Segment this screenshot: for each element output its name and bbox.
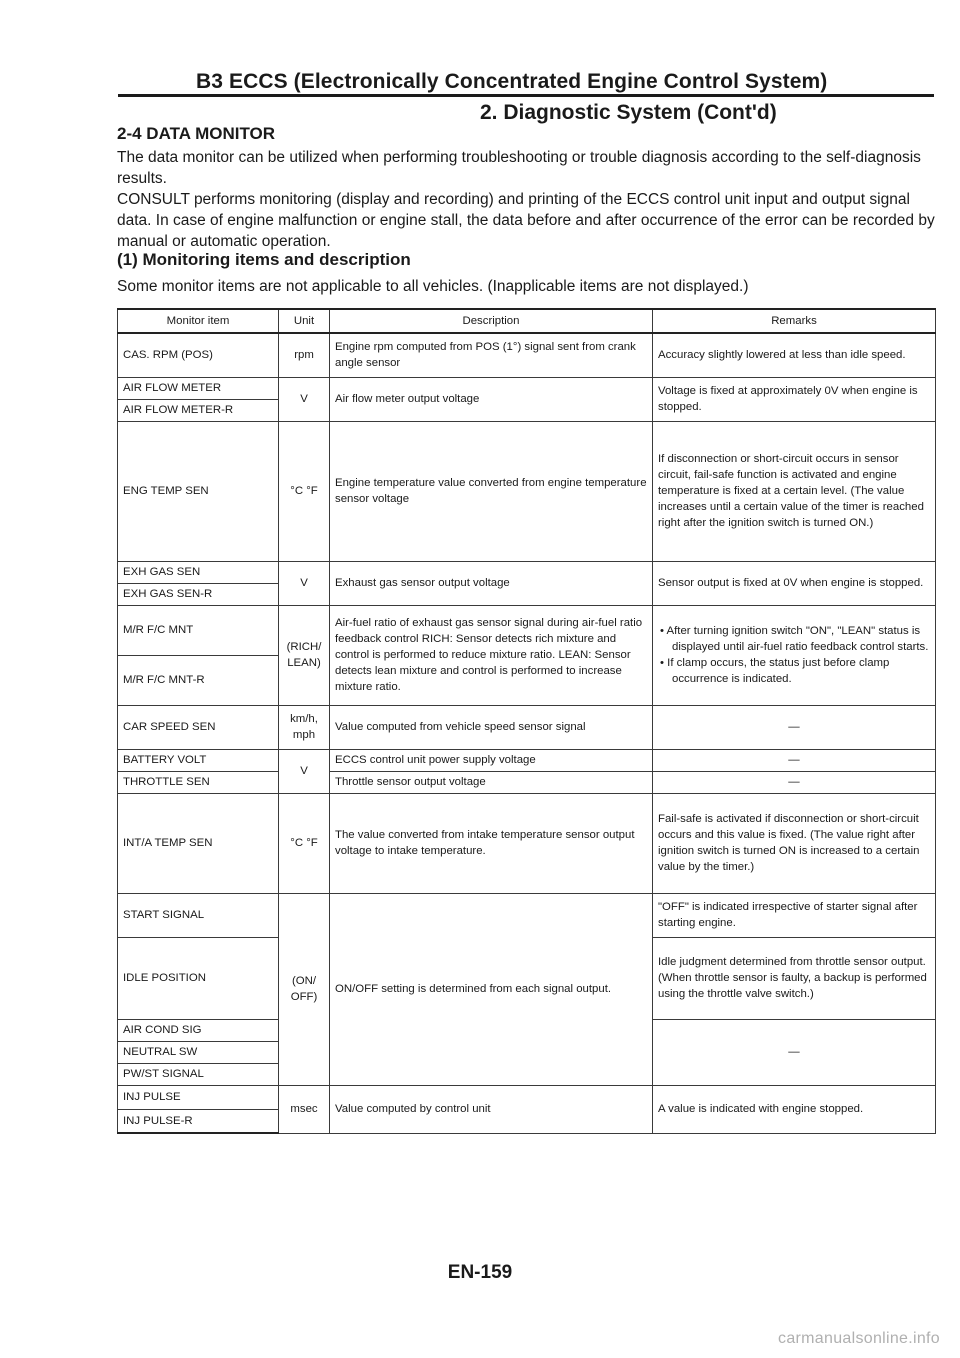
remarks-cell: — [653,749,936,771]
page-number: EN-159 [447,1262,513,1283]
monitor-item: INJ PULSE [118,1085,279,1109]
table-row [118,705,936,749]
watermark: carmanualsonline.info [778,1330,940,1347]
description-cell: Air-fuel ratio of exhaust gas sensor signal during air-fuel ratio feedback control RICH: Sensor detects rich mixture and control is performed to reduce mixture ratio. LEAN: Sensor detects lean mixture and control is performed to increase mixture ratio. [330,605,653,705]
description-cell: Air flow meter output voltage [330,377,653,421]
header-monitor-item: Monitor item [118,309,279,333]
remarks-cell: Idle judgment determined from throttle sensor output. (When throttle sensor is faulty, a backup is performed using the throttle valve switch.) [653,937,936,1019]
unit-cell: °C °F [279,421,330,561]
monitor-item: AIR FLOW METER-R [118,399,279,421]
monitor-items-table [117,308,936,1134]
unit-cell: V [279,377,330,421]
table-row [118,561,936,583]
unit-cell: V [279,561,330,605]
unit-cell: °C °F [279,793,330,893]
table-row [118,605,936,655]
table-header-row [118,309,936,333]
table-row [118,333,936,377]
monitor-item: PW/ST SIGNAL [118,1063,279,1085]
monitor-item: INJ PULSE-R [118,1109,279,1133]
header-divider [118,94,934,97]
monitor-item: CAR SPEED SEN [118,705,279,749]
description-cell: Engine rpm computed from POS (1°) signal sent from crank angle sensor [330,333,653,377]
description-cell: Throttle sensor output voltage [330,771,653,793]
remarks-cell: — [653,1019,936,1085]
unit-cell: V [279,749,330,793]
intro-paragraph-2: CONSULT performs monitoring (display and recording) and printing of the ECCS control unit input and output signal data. In case of engine malfunction or engine stall, the data before and after occurrence of the error can be recorded by manual or automatic operation. [117,191,935,250]
monitor-item: IDLE POSITION [118,937,279,1019]
page-header-title: B3 ECCS (Electronically Concentrated Engine Control System) [196,70,828,93]
monitor-item: EXH GAS SEN-R [118,583,279,605]
table-row [118,793,936,893]
unit-cell: km/h, mph [279,705,330,749]
intro-paragraph-3: Some monitor items are not applicable to all vehicles. (Inapplicable items are not displayed.) [117,278,749,295]
description-cell: Value computed by control unit [330,1085,653,1133]
monitor-item: M/R F/C MNT [118,605,279,655]
remarks-cell: Accuracy slightly lowered at less than idle speed. [653,333,936,377]
subsection-heading: (1) Monitoring items and description [117,250,411,269]
remarks-cell: — [653,705,936,749]
unit-cell: (ON/ OFF) [279,893,330,1085]
monitor-item: INT/A TEMP SEN [118,793,279,893]
description-cell: ON/OFF setting is determined from each signal output. [330,893,653,1085]
page-header-subtitle: 2. Diagnostic System (Cont'd) [480,101,777,124]
monitor-item: AIR COND SIG [118,1019,279,1041]
intro-paragraph-1: The data monitor can be utilized when performing troubleshooting or trouble diagnosis according to the self-diagnosis results. [117,149,921,187]
remarks-cell: Voltage is fixed at approximately 0V when engine is stopped. [653,377,936,421]
monitor-item: EXH GAS SEN [118,561,279,583]
monitor-item: ENG TEMP SEN [118,421,279,561]
monitor-item: AIR FLOW METER [118,377,279,399]
remark-bullet: • If clamp occurs, the status just before clamp occurrence is indicated. [660,657,890,685]
monitor-item: BATTERY VOLT [118,749,279,771]
unit-cell: msec [279,1085,330,1133]
table-row [118,421,936,561]
description-cell: ECCS control unit power supply voltage [330,749,653,771]
monitor-item: START SIGNAL [118,893,279,937]
section-heading: 2-4 DATA MONITOR [117,124,276,143]
table-row [118,749,936,771]
remarks-cell: — [653,771,936,793]
remarks-cell: If disconnection or short-circuit occurs in sensor circuit, fail-safe function is activated and engine temperature is fixed at a certain level. (The value increases until a certain value of the timer is reached right after the ignition switch is turned ON.) [653,421,936,561]
remarks-cell: Fail-safe is activated if disconnection or short-circuit occurs and this value is fixed. (The value right after ignition switch is turned ON is increased to a certain value by the timer.) [653,793,936,893]
description-cell: Exhaust gas sensor output voltage [330,561,653,605]
remarks-cell [653,605,936,705]
table-row [118,377,936,399]
remarks-cell: A value is indicated with engine stopped. [653,1085,936,1133]
unit-cell: rpm [279,333,330,377]
table-row [118,1085,936,1109]
remark-bullet: • After turning ignition switch "ON", "LEAN" status is displayed until air-fuel ratio feedback control starts. [660,625,929,653]
monitor-item: CAS. RPM (POS) [118,333,279,377]
monitor-item: NEUTRAL SW [118,1041,279,1063]
unit-cell: (RICH/ LEAN) [279,605,330,705]
header-remarks: Remarks [653,309,936,333]
description-cell: Engine temperature value converted from engine temperature sensor voltage [330,421,653,561]
header-unit: Unit [279,309,330,333]
description-cell: The value converted from intake temperature sensor output voltage to intake temperature. [330,793,653,893]
header-description: Description [330,309,653,333]
description-cell: Value computed from vehicle speed sensor signal [330,705,653,749]
table-row [118,771,936,793]
monitor-item: M/R F/C MNT-R [118,655,279,705]
monitor-item: THROTTLE SEN [118,771,279,793]
table-row [118,893,936,937]
remarks-cell: "OFF" is indicated irrespective of starter signal after starting engine. [653,893,936,937]
remarks-cell: Sensor output is fixed at 0V when engine is stopped. [653,561,936,605]
